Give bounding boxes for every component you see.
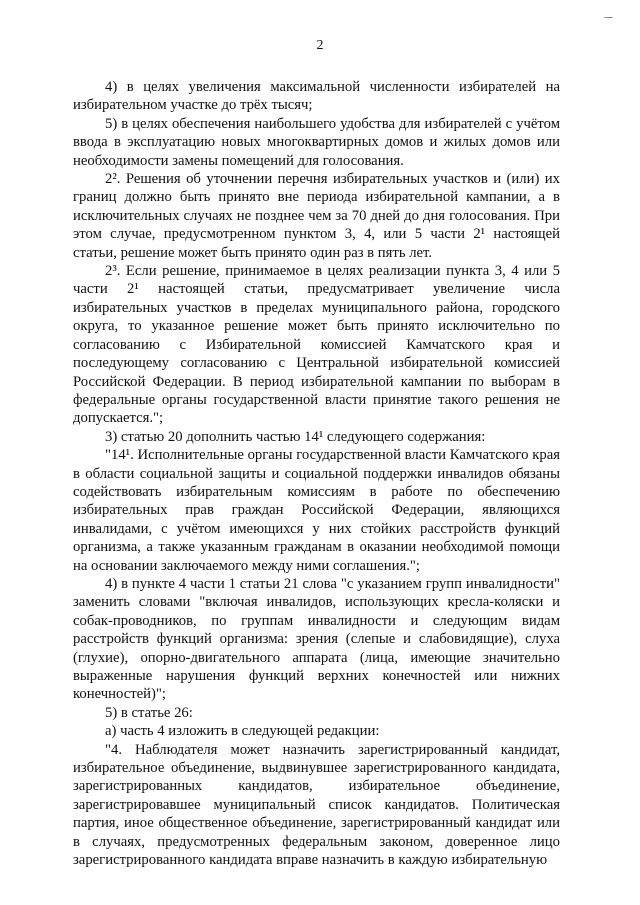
paragraph-amend-4: 4) в пункте 4 части 1 статьи 21 слова "с указанием групп инвалидности" заменить словами "включая инвалидов, использующих кресла-коляски и собак-проводников, по группам инвалидности и следующим видам расстройств функций организма: зрения (слепые и слабовидящие), слуха (глухие), опорно-двигательного аппарата (лица, имеющие значительно выраженные нарушения функций верхних конечностей или нижних конечностей)"; [73, 575, 560, 703]
paragraph-part-2-3: 2³. Если решение, принимаемое в целях реализации пункта 3, 4 или 5 части 2¹ настоящей статьи, предусматривает увеличение числа избирательных участков в пределах муниципального района, городского округа, то указанное решение может быть принято исключительно по согласованию с Избирательной комиссией Камчатского края и последующему согласованию с Центральной избирательной комиссией Российской Федерации. В период избирательной кампании по выборам в федеральные органы государственной власти принятие такого решения не допускается."; [73, 263, 560, 427]
document-text [73, 78, 560, 869]
paragraph-item-4: 4) в целях увеличения максимальной численности избирателей на избирательном участке до трёх тысяч; [73, 79, 560, 114]
paragraph-amend-3: 3) статью 20 дополнить частью 14¹ следующего содержания: [105, 428, 486, 445]
page-number: 2 [316, 38, 324, 53]
paragraph-part-14-1: "14¹. Исполнительные органы государственной власти Камчатского края в области социальной защиты и социальной поддержки инвалидов обязаны содействовать избирательным комиссиям в работе по обеспечению избирательных прав граждан Российской Федерации, являющихся инвалидами, с учётом имеющихся у них стойких расстройств функций организма, а также указанным гражданам в оказании необходимой помощи на основании заключаемого между ними соглашения."; [73, 447, 560, 574]
paragraph-part-2-2: 2². Решения об уточнении перечня избирательных участков и (или) их границ должно быть принято вне периода избирательной кампании, а в исключительных случаях не позднее чем за 70 дней до дня голосования. При этом случае, предусмотренном пунктом 3, 4, или 5 части 2¹ настоящей статьи, решение может быть принято один раз в пять лет. [73, 171, 560, 261]
paragraph-item-5: 5) в целях обеспечения наибольшего удобства для избирателей с учётом ввода в эксплуатацию новых многоквартирных домов и жилых домов или необходимости замены помещений для голосования. [73, 115, 560, 169]
paragraph-amend-5a: а) часть 4 изложить в следующей редакции: [105, 723, 380, 740]
corner-mark: \ [600, 13, 616, 22]
paragraph-part-4: "4. Наблюдателя может назначить зарегистрированный кандидат, избирательное объединение, выдвинувшее зарегистрированного кандидата, зарегистрированных кандидатов, избирательное объединение, зарегистрировавшее муниципальный список кандидатов. Политическая партия, иное общественное объединение, зарегистрированный кандидат или в случаях, предусмотренных федеральным законом, доверенное лицо зарегистрированного кандидата вправе назначить в каждую избирательную [73, 741, 560, 869]
paragraph-amend-5: 5) в статье 26: [105, 704, 193, 721]
